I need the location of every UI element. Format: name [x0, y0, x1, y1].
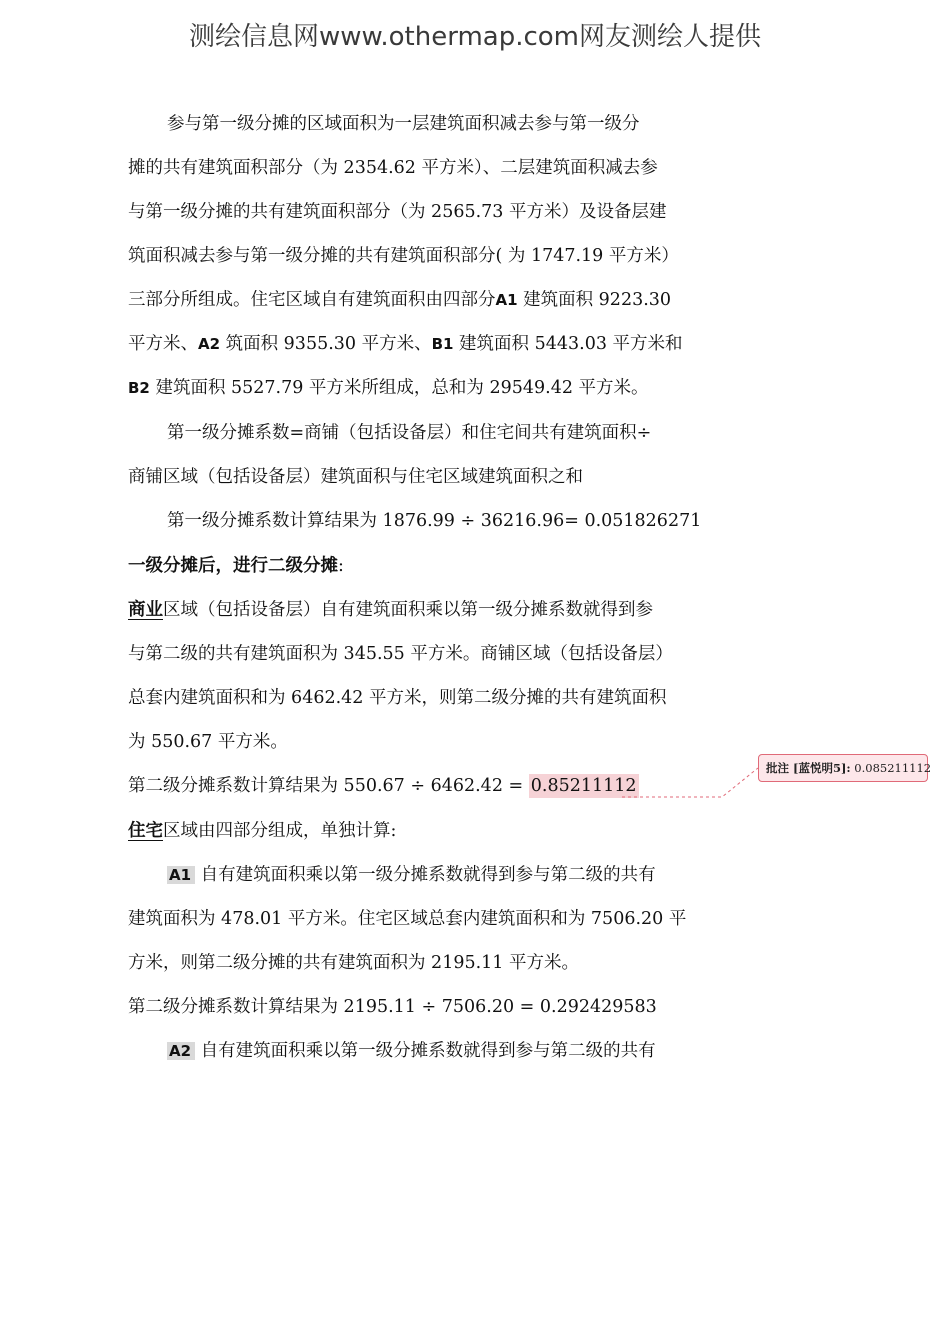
text-run: 平方米、 [128, 334, 198, 354]
commerce-line4: 为 550.67 平方米。 [128, 732, 288, 752]
para1-line3: 与第一级分摊的共有建筑面积部分（为 2565.73 平方米）及设备层建 [128, 202, 667, 222]
text-run: 建筑面积 5527.79 平方米所组成，总和为 29549.42 平方米。 [149, 378, 649, 398]
text-run: 区域由四部分组成，单独计算: [163, 821, 397, 841]
text-run: 三部分所组成。住宅区域自有建筑面积由四部分 [128, 290, 496, 310]
para1-line6 [128, 331, 728, 357]
para2-line1: 第一级分摊系数=商铺（包括设备层）和住宅间共有建筑面积÷ [167, 423, 652, 443]
first-level-coefficient-result: 第一级分摊系数计算结果为 1876.99 ÷ 36216.96= 0.051826271 [167, 511, 702, 531]
block-tag-a2: A2 [198, 335, 221, 353]
text-run: 筑面积 9355.30 平方米、 [220, 334, 432, 354]
text-run: 自有建筑面积乘以第一级分摊系数就得到参与第二级的共有 [195, 865, 656, 885]
block-tag-a1-shaded: A1 [167, 866, 195, 884]
a1-line2: 建筑面积为 478.01 平方米。住宅区域总套内建筑面积和为 7506.20 平 [128, 909, 687, 929]
residential-label: 住宅 [128, 821, 163, 841]
para1-line1: 参与第一级分摊的区域面积为一层建筑面积减去参与第一级分 [167, 114, 640, 134]
section-heading [128, 553, 728, 579]
residential-coefficient-line: 第二级分摊系数计算结果为 2195.11 ÷ 7506.20 = 0.292429583 [128, 997, 657, 1017]
commented-value[interactable]: 0.85211112 [530, 776, 637, 796]
text-run: 自有建筑面积乘以第一级分摊系数就得到参与第二级的共有 [195, 1041, 656, 1061]
a1-line3: 方米，则第二级分摊的共有建筑面积为 2195.11 平方米。 [128, 953, 579, 973]
commerce-label: 商业 [128, 600, 163, 620]
block-tag-b2: B2 [128, 379, 150, 397]
watermark-header: 测绘信息网www.othermap.com网友测绘人提供 [188, 22, 762, 52]
text-run: 区域（包括设备层）自有建筑面积乘以第一级分摊系数就得到参 [163, 600, 653, 620]
commerce-line1 [128, 597, 728, 623]
commerce-coefficient-line [128, 773, 728, 799]
commerce-line2: 与第二级的共有建筑面积为 345.55 平方米。商铺区域（包括设备层） [128, 644, 673, 664]
a2-line1 [167, 1038, 767, 1064]
para1-line2: 摊的共有建筑面积部分（为 2354.62 平方米）、二层建筑面积减去参 [128, 158, 658, 178]
commerce-line3: 总套内建筑面积和为 6462.42 平方米，则第二级分摊的共有建筑面积 [128, 688, 667, 708]
comment-balloon[interactable] [758, 754, 932, 782]
comment-label: 批注 [蓝悦明5]: [766, 761, 851, 775]
a1-line1 [167, 862, 767, 888]
block-tag-a2-shaded: A2 [167, 1042, 195, 1060]
block-tag-b1: B1 [431, 335, 454, 353]
text-run: 第二级分摊系数计算结果为 550.67 ÷ 6462.42 = [128, 776, 529, 796]
comment-value: 0.085211112 [850, 761, 932, 775]
para2-line2: 商铺区域（包括设备层）建筑面积与住宅区域建筑面积之和 [128, 467, 583, 487]
heading-text: 一级分摊后，进行二级分摊 [128, 556, 338, 576]
para1-line5 [128, 287, 728, 313]
text-run: 建筑面积 9223.30 [517, 290, 672, 310]
text-run: 建筑面积 5443.03 平方米和 [453, 334, 683, 354]
para1-line4: 筑面积减去参与第一级分摊的共有建筑面积部分( 为 1747.19 平方米） [128, 246, 679, 266]
block-tag-a1: A1 [495, 291, 518, 309]
residential-line1 [128, 818, 728, 844]
para1-line7 [128, 375, 728, 401]
heading-colon: : [338, 556, 344, 576]
